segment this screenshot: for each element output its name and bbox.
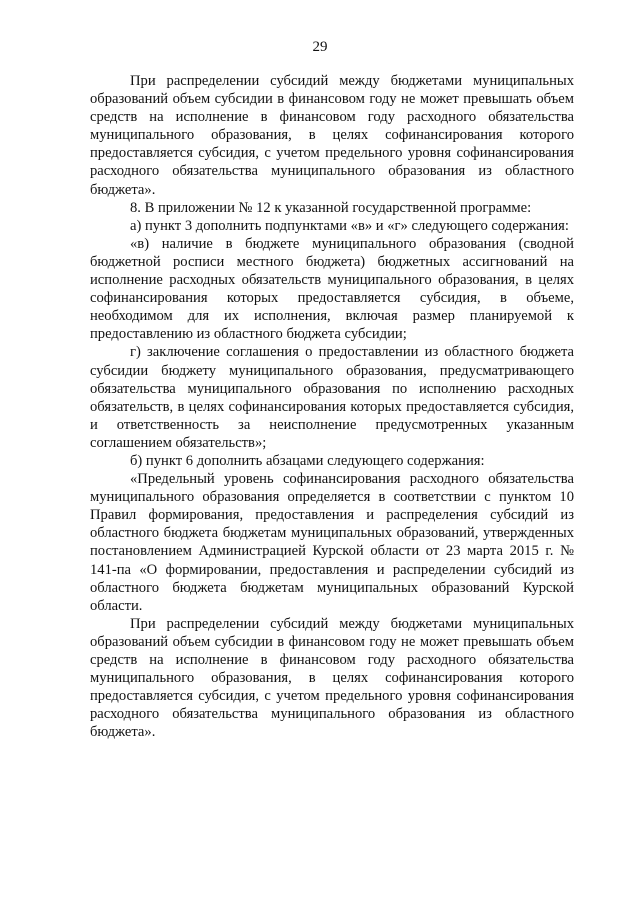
paragraph-cofinancing-level: «Предельный уровень софинансирования расходного обязательства муниципального образования определяется в соответствии с пунктом 10 Правил формирования, предоставления и распределения субсидий из областного бюджета бюджетам муниципальных образований, утвержденных постановлением Администрацией Курской области от 23 марта 2015 г. № 141-па «О формировании, предоставления и распределении субсидий из областного бюджета бюджетам муниципальных образований Курской области. bbox=[90, 471, 574, 614]
page-number: 29 bbox=[312, 39, 328, 55]
paragraph-subsidy-limit: При распределении субсидий между бюджетами муниципальных образований объем субсидии в финансовом году не может превышать объем средств на исполнение в финансовом году расходного обязательства муниципального образования, в целях софинансирования которого предоставляется субсидия, с учетом предельного уровня софинансирования расходного обязательства муниципального образования из областного бюджета». bbox=[90, 73, 574, 198]
paragraph-subsidy-limit-repeat: При распределении субсидий между бюджетами муниципальных образований объем субсидии в финансовом году не может превышать объем средств на исполнение в финансовом году расходного обязательства муниципального образования, в целях софинансирования которого предоставляется субсидия, с учетом предельного уровня софинансирования расходного обязательства муниципального образования из областного бюджета». bbox=[90, 615, 574, 741]
paragraph-item-8: 8. В приложении № 12 к указанной государственной программе: bbox=[130, 199, 532, 216]
paragraph-subitem-b: б) пункт 6 дополнить абзацами следующего содержания: bbox=[130, 452, 485, 469]
paragraph-subitem-g: г) заключение соглашения о предоставлении из областного бюджета субсидии бюджету муниципального образования, предусматривающего обязательства муниципального образования по исполнению расходных обязательств, в целях софинансирования которых предоставляется субсидия, и ответственность за неисполнение предусмотренных указанным соглашением обязательств»; bbox=[90, 344, 574, 451]
document-body bbox=[90, 72, 574, 741]
paragraph-subitem-v: «в) наличие в бюджете муниципального образования (сводной бюджетной росписи местного бюджета) бюджетных ассигнований на исполнение расходных обязательств муниципального образования, в целях софинансирования которых предоставляется субсидия, в объеме, необходимом для их исполнения, включая размер планируемой к предоставлению из областного бюджета субсидии; bbox=[90, 235, 574, 343]
paragraph-subitem-a: а) пункт 3 дополнить подпунктами «в» и «г» следующего содержания: bbox=[130, 217, 569, 234]
